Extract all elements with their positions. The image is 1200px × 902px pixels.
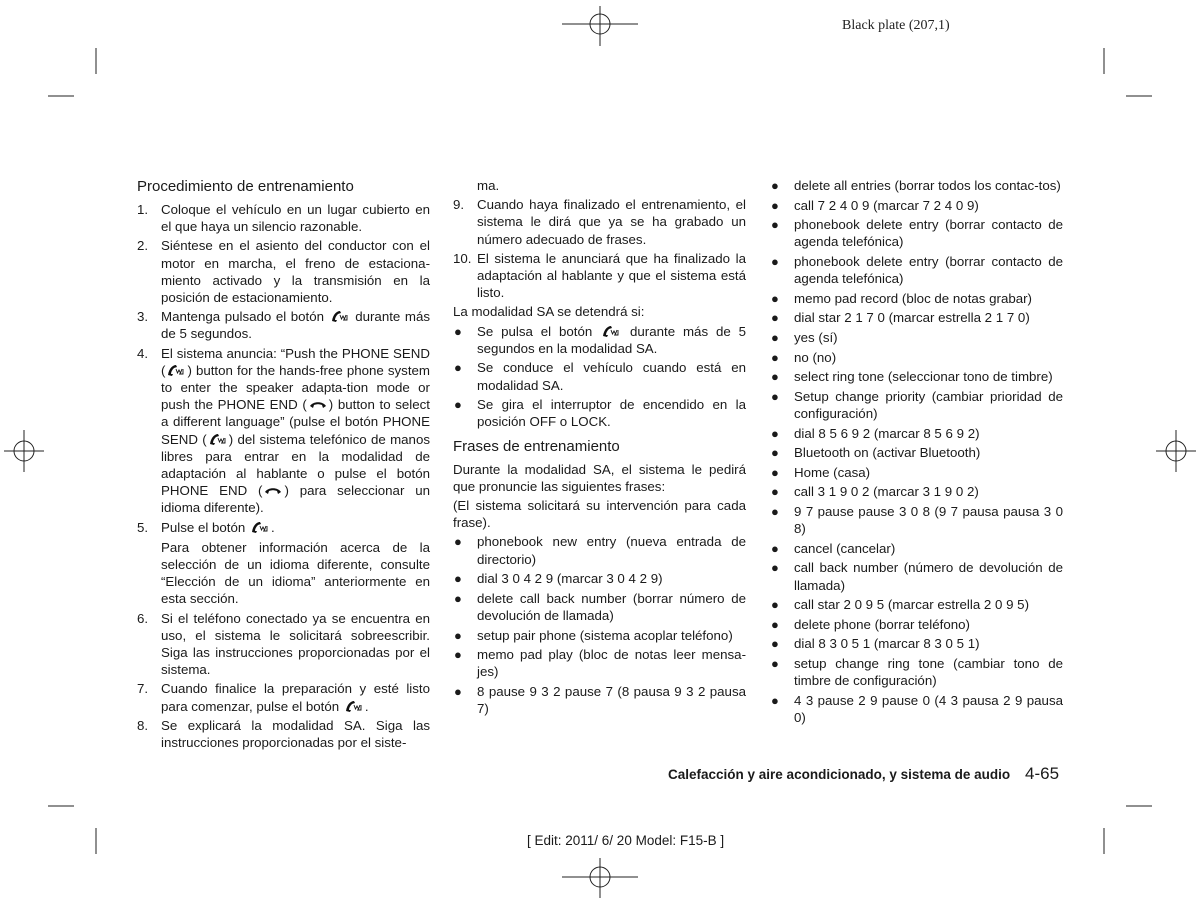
- paragraph: Durante la modalidad SA, el sistema le pedirá que pronuncie las siguientes frases:: [453, 461, 746, 494]
- list-item: ● dial 8 5 6 9 2 (marcar 8 5 6 9 2): [771, 425, 980, 441]
- list-item: 1. Coloque el vehículo en un lugar cubierto en el que haya un silencio razonable.: [137, 202, 430, 235]
- phone-send-icon: [167, 364, 185, 377]
- phone-send-icon: [251, 521, 269, 534]
- section-heading-training: Procedimiento de entrenamiento: [137, 178, 354, 195]
- list-item: ● phonebook delete entry (borrar contacto de agenda telefónica): [771, 217, 1063, 250]
- list-item: ● Bluetooth on (activar Bluetooth): [771, 445, 981, 461]
- list-item: ● phonebook new entry (nueva entrada de directorio): [454, 534, 746, 567]
- sa-stop-list: [453, 323, 746, 431]
- column-2: [453, 177, 746, 720]
- list-item: ● cancel (cancelar): [771, 540, 896, 556]
- list-item: ● delete call back number (borrar número de devolución de llamada): [454, 590, 746, 624]
- column-3: [770, 177, 1063, 728]
- list-item: ● phonebook delete entry (borrar contacto de agenda telefónica): [771, 253, 1063, 287]
- sa-stop-text: La modalidad SA se detendrá si:: [453, 304, 645, 320]
- list-item: 10. El sistema le anunciará que ha finalizado la adaptación al hablante y que el sistema está listo.: [453, 250, 746, 301]
- list-item: 9. Cuando haya finalizado el entrenamiento, el sistema le dirá que ya se ha grabado un número adecuado de frases.: [453, 197, 746, 247]
- phone-end-icon: [309, 398, 327, 411]
- list-item: ● setup change ring tone (cambiar tono de timbre de configuración): [771, 655, 1063, 689]
- page-number: 4-65: [1025, 764, 1060, 783]
- list-item: ● Se pulsa el botón durante más de 5 segundos en la modalidad SA.: [454, 323, 746, 356]
- list-item: ● delete phone (borrar teléfono): [771, 616, 970, 632]
- paragraph: (El sistema solicitará su intervención para cada frase).: [453, 498, 746, 531]
- list-item: ● call 3 1 9 0 2 (marcar 3 1 9 0 2): [771, 484, 979, 500]
- list-item: 2. Siéntese en el asiento del conductor con el motor en marcha, el freno de estaciona-miento activado y la transmisión en la posición de estacionamiento.: [137, 238, 430, 306]
- list-item: 4. El sistema anuncia: “Push the PHONE SEND ( ) button for the hands-free phone system to enter the speaker adapta-tion mode or push the PHONE END ( ) button to select a different language” (pulse el botón PHONE SEND ( ) del sistema telefónico de manos libres para entrar en la modalidad de adaptación al hablante o pulse el botón PHONE END ( ) para seleccionar un idioma diferente).: [137, 345, 430, 516]
- list-item: ● Setup change priority (cambiar prioridad de configuración): [771, 388, 1063, 421]
- section-heading-phrases: Frases de entrenamiento: [453, 437, 620, 455]
- list-item: ● call 7 2 4 0 9 (marcar 7 2 4 0 9): [771, 197, 979, 213]
- list-item: ● 4 3 pause 2 9 pause 0 (4 3 pausa 2 9 pausa 0): [771, 692, 1063, 725]
- column-1: [137, 177, 430, 753]
- list-item: 6. Si el teléfono conectado ya se encuentra en uso, el sistema le solicitará sobreescribir. Siga las instrucciones proporcionadas por el sistema.: [137, 610, 430, 678]
- list-item: ● call star 2 0 9 5 (marcar estrella 2 0 9 5): [771, 597, 1030, 613]
- note-text: Para obtener información acerca de la selección de un idioma diferente, consulte “Elección de un idioma” anteriormente en esta sección.: [161, 539, 430, 607]
- phrases-list: [770, 177, 1063, 726]
- phone-send-icon: [331, 310, 349, 323]
- list-item: ● Se gira el interruptor de encendido en la posición OFF o LOCK.: [454, 397, 746, 430]
- list-item: ● Se conduce el vehículo cuando está en modalidad SA.: [454, 360, 746, 393]
- list-item: ● dial 3 0 4 2 9 (marcar 3 0 4 2 9): [454, 571, 663, 587]
- list-item: ● 8 pause 9 3 2 pause 7 (8 pausa 9 3 2 pausa 7): [454, 684, 746, 717]
- list-item: ● dial star 2 1 7 0 (marcar estrella 2 1 7 0): [771, 310, 1030, 326]
- list-item: ● setup pair phone (sistema acoplar teléfono): [454, 627, 733, 643]
- list-item: 7. Cuando finalice la preparación y esté listo para comenzar, pulse el botón .: [137, 681, 430, 714]
- edit-info: [ Edit: 2011/ 6/ 20 Model: F15-B ]: [527, 833, 725, 848]
- list-item: ● dial 8 3 0 5 1 (marcar 8 3 0 5 1): [771, 636, 980, 652]
- plate-label: Black plate (207,1): [842, 18, 950, 33]
- phone-send-icon: [345, 700, 363, 713]
- continued-text: ma.: [477, 178, 500, 193]
- list-item: ● Home (casa): [771, 464, 871, 480]
- list-item: ● no (no): [771, 349, 837, 365]
- list-item: ● memo pad record (bloc de notas grabar): [771, 290, 1032, 306]
- list-item: ● delete all entries (borrar todos los contac-tos): [771, 178, 1061, 193]
- phone-send-icon: [209, 433, 227, 446]
- training-steps-list-cont: [453, 196, 746, 301]
- list-item: 8. Se explicará la modalidad SA. Siga las instrucciones proporcionadas por el siste-: [137, 717, 430, 751]
- list-item: ● yes (sí): [771, 329, 838, 345]
- list-item: ● memo pad play (bloc de notas leer mensa-jes): [454, 647, 746, 680]
- phone-send-icon: [602, 325, 620, 338]
- list-item: 3. Mantenga pulsado el botón durante más de 5 segundos.: [137, 309, 430, 342]
- list-item: ● select ring tone (seleccionar tono de timbre): [771, 369, 1053, 385]
- section-title-footer: Calefacción y aire acondicionado, y sistema de audio: [668, 767, 1011, 782]
- phone-end-icon: [264, 484, 282, 497]
- list-item: ● call back number (número de devolución de llamada): [771, 560, 1063, 593]
- list-item: 5. Pulse el botón . Para obtener información acerca de la selección de un idioma diferente, consulte “Elección de un idioma” anteriormente en esta sección.: [137, 519, 430, 607]
- training-steps-list: [137, 201, 430, 751]
- list-item: ● 9 7 pause pause 3 0 8 (9 7 pausa pausa 3 0 8): [771, 503, 1063, 537]
- phrases-list: [453, 533, 746, 717]
